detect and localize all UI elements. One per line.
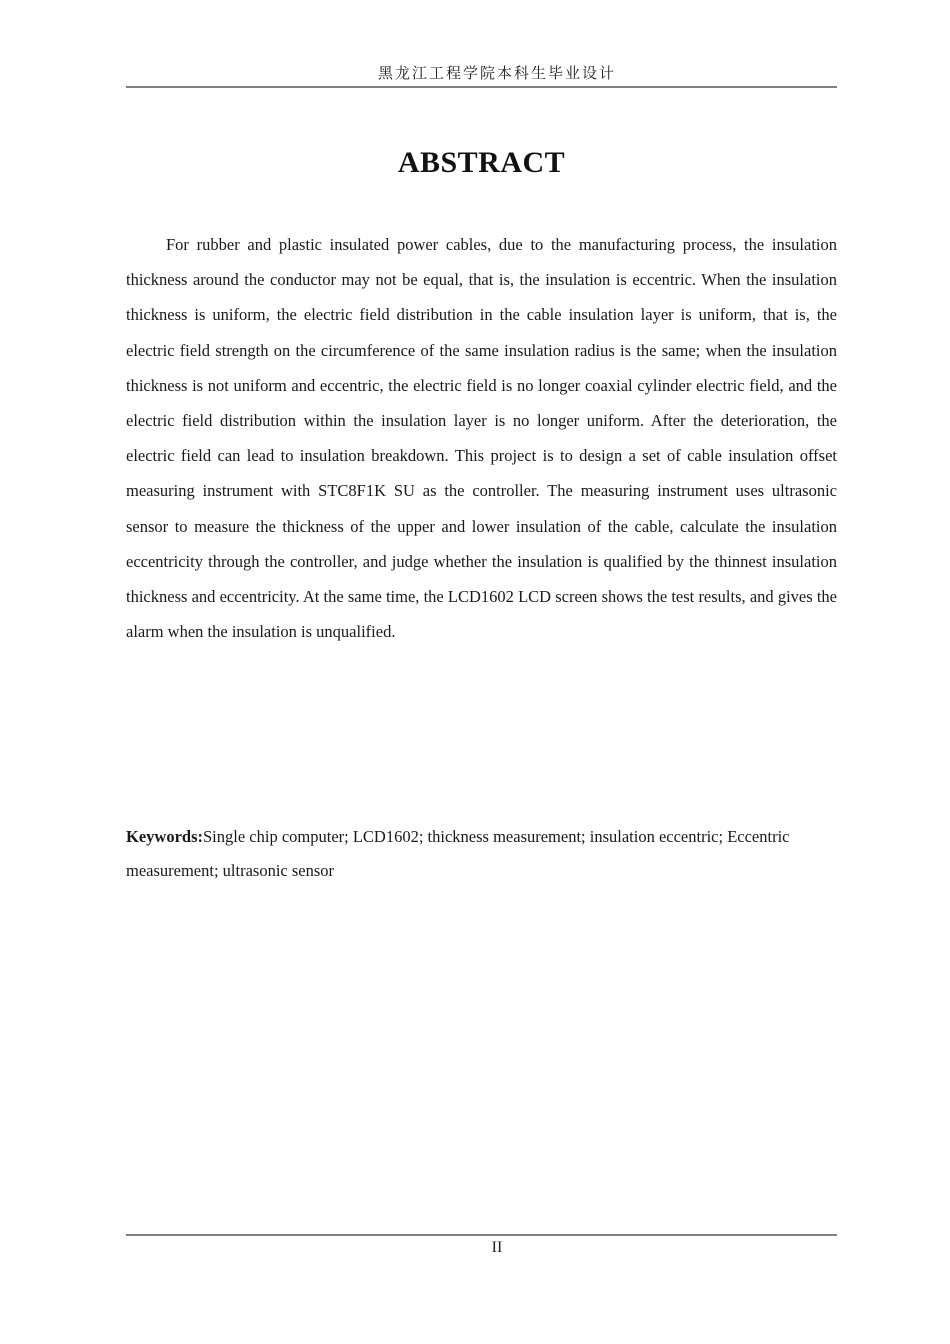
- abstract-title: ABSTRACT: [397, 146, 566, 179]
- page-number: II: [491, 1239, 503, 1256]
- abstract-paragraph: For rubber and plastic insulated power cables, due to the manufacturing process, the insulation thickness around the conductor may not be equal, that is, the insulation is eccentric. When the insulation thickness is uniform, the electric field distribution in the cable insulation layer is uniform, that is, the electric field strength on the circumference of the same insulation radius is the same; when the insulation thickness is not uniform and eccentric, the electric field is no longer coaxial cylinder electric field, and the electric field distribution within the insulation layer is no longer uniform. After the deterioration, the electric field can lead to insulation breakdown. This project is to design a set of cable insulation offset measuring instrument with STC8F1K SU as the controller. The measuring instrument uses ultrasonic sensor to measure the thickness of the upper and lower insulation of the cable, calculate the insulation eccentricity through the controller, and judge whether the insulation is qualified by the thinnest insulation thickness and eccentricity. At the same time, the LCD1602 LCD screen shows the test results, and gives the alarm when the insulation is unqualified.: [126, 235, 837, 642]
- keywords-line: [126, 820, 837, 888]
- footer-divider: [126, 1234, 837, 1236]
- header-title: 黑龙江工程学院本科生毕业设计: [377, 66, 616, 82]
- page-header: [126, 0, 837, 88]
- keywords-label: Keywords:: [126, 827, 203, 846]
- keywords-text: Single chip computer; LCD1602; thickness measurement; insulation eccentric; Eccentric measurement; ultrasonic sensor: [126, 827, 790, 880]
